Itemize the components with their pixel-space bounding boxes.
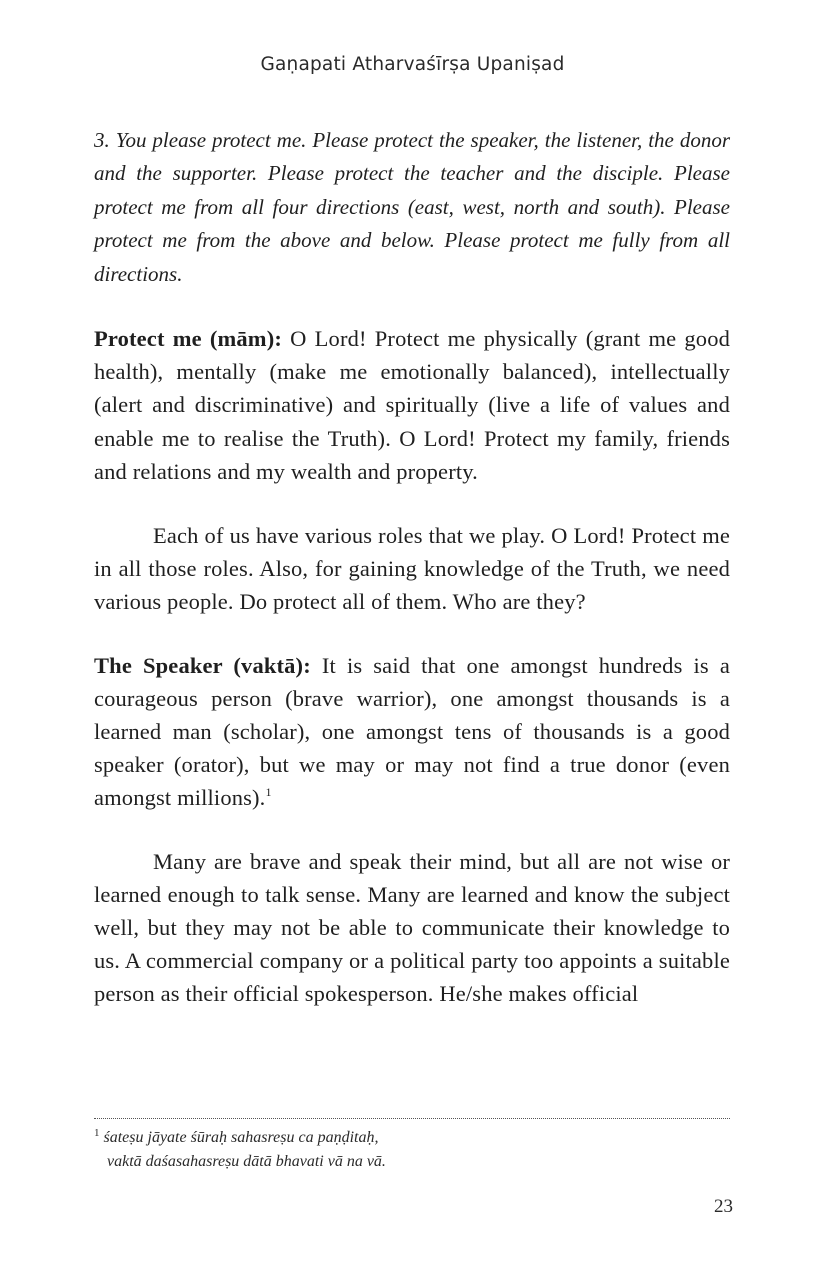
spacer <box>94 815 730 845</box>
footnote-line-1: śateṣu jāyate śūraḥ sahasreṣu ca paṇḍitaḥ, <box>103 1129 379 1146</box>
running-header: Gaṇapati Atharvaśīrṣa Upaniṣad <box>260 54 565 75</box>
page-body <box>94 124 730 1011</box>
footnote-mark: 1 <box>94 1127 100 1139</box>
verse-translation: 3. You please protect me. Please protect the speaker, the listener, the donor and the supporter. Please protect the teacher and the disciple. Please protect me from all four directions (east, west, north and south). Please protect me from the above and below. Please protect me fully from all directions. <box>94 128 730 286</box>
footnote-divider <box>94 1118 730 1119</box>
footnote-line-2: vaktā daśasahasreṣu dātā bhavati vā na vā. <box>107 1153 386 1170</box>
paragraph-lead: The Speaker (vaktā): <box>94 652 311 678</box>
spacer <box>94 291 730 322</box>
paragraph-roles: Each of us have various roles that we play. O Lord! Protect me in all those roles. Also, for gaining knowledge of the Truth, we need various people. Do protect all of them. Who are they? <box>94 523 730 615</box>
spacer <box>94 488 730 519</box>
paragraph-text: O Lord! Protect me physically (grant me good health), mentally (make me emotionally balanced), intellectually (alert and discriminative) and spiritually (live a life of values and enable me to realise the Truth). O Lord! Protect my family, friends and relations and my wealth and property. <box>94 326 730 484</box>
paragraph-brave: Many are brave and speak their mind, but all are not wise or learned enough to talk sense. Many are learned and know the subject well, but they may not be able to communicate their knowledge to us. A commercial company or a political party too appoints a suitable person as their official spokesperson. He/she makes official <box>94 848 730 1007</box>
spacer <box>94 619 730 649</box>
footnote-reference[interactable]: 1 <box>265 785 272 800</box>
page-number: 23 <box>714 1196 733 1217</box>
paragraph-text: It is said that one amongst hundreds is a courageous person (brave warrior), one amongst thousands is a learned man (scholar), one amongst tens of thousands is a good speaker (orator), but we may or may not find a true donor (even amongst millions). <box>94 652 730 811</box>
paragraph-speaker <box>94 649 730 815</box>
paragraph-protect-me <box>94 322 730 488</box>
paragraph-lead: Protect me (mām): <box>94 326 282 352</box>
footnote <box>94 1126 730 1174</box>
